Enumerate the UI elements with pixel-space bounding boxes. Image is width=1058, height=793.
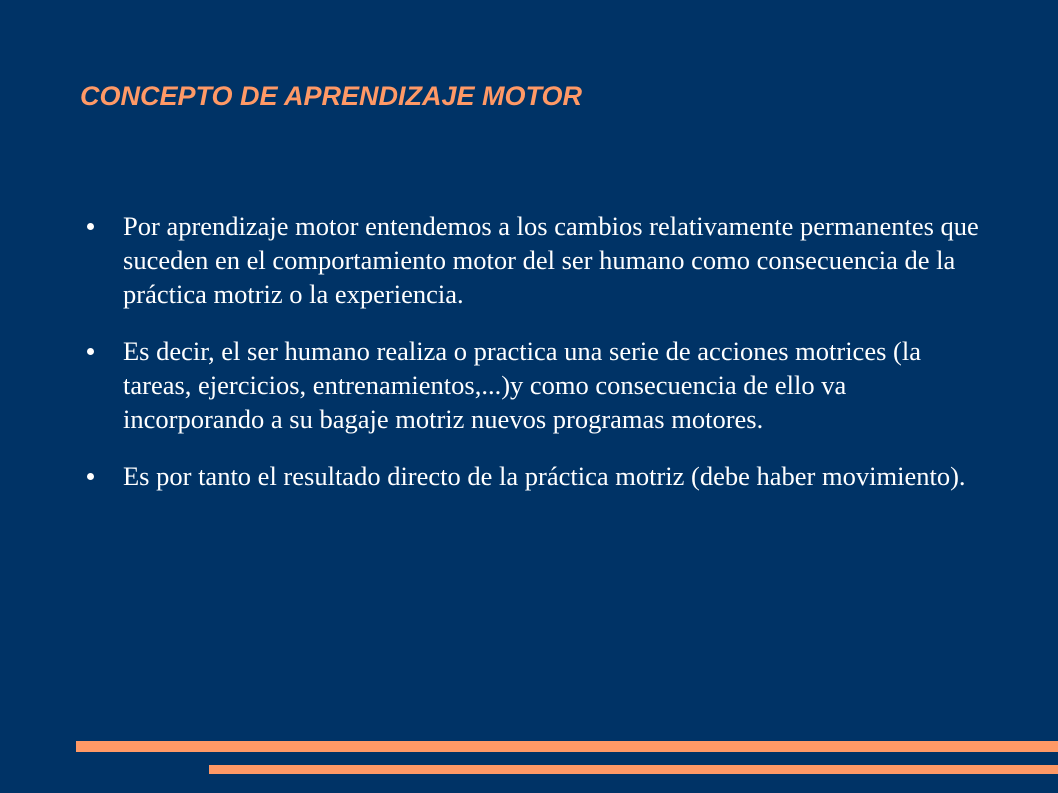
bullet-dot-icon <box>87 473 94 480</box>
bullet-text: Es decir, el ser humano realiza o practica una serie de acciones motrices (la tareas, ejercicios, entrenamientos,...)y como consecuencia de ello va incorporando a su bagaje motriz nuevos programas motores. <box>123 336 921 434</box>
decorative-stripe-upper <box>76 741 1058 752</box>
bullet-text: Por aprendizaje motor entendemos a los cambios relativamente permanentes que suceden en el comportamiento motor del ser humano como consecuencia de la práctica motriz o la experiencia. <box>123 211 979 309</box>
list-item <box>0 334 1000 436</box>
decorative-stripe-lower <box>209 765 1058 774</box>
list-item <box>0 459 1000 493</box>
bullet-list <box>0 209 1000 516</box>
slide-title: CONCEPTO DE APRENDIZAJE MOTOR <box>80 81 583 111</box>
bullet-text: Es por tanto el resultado directo de la práctica motriz (debe haber movimiento). <box>123 461 966 491</box>
bullet-dot-icon <box>87 348 94 355</box>
list-item <box>0 209 1000 311</box>
bullet-dot-icon <box>87 223 94 230</box>
